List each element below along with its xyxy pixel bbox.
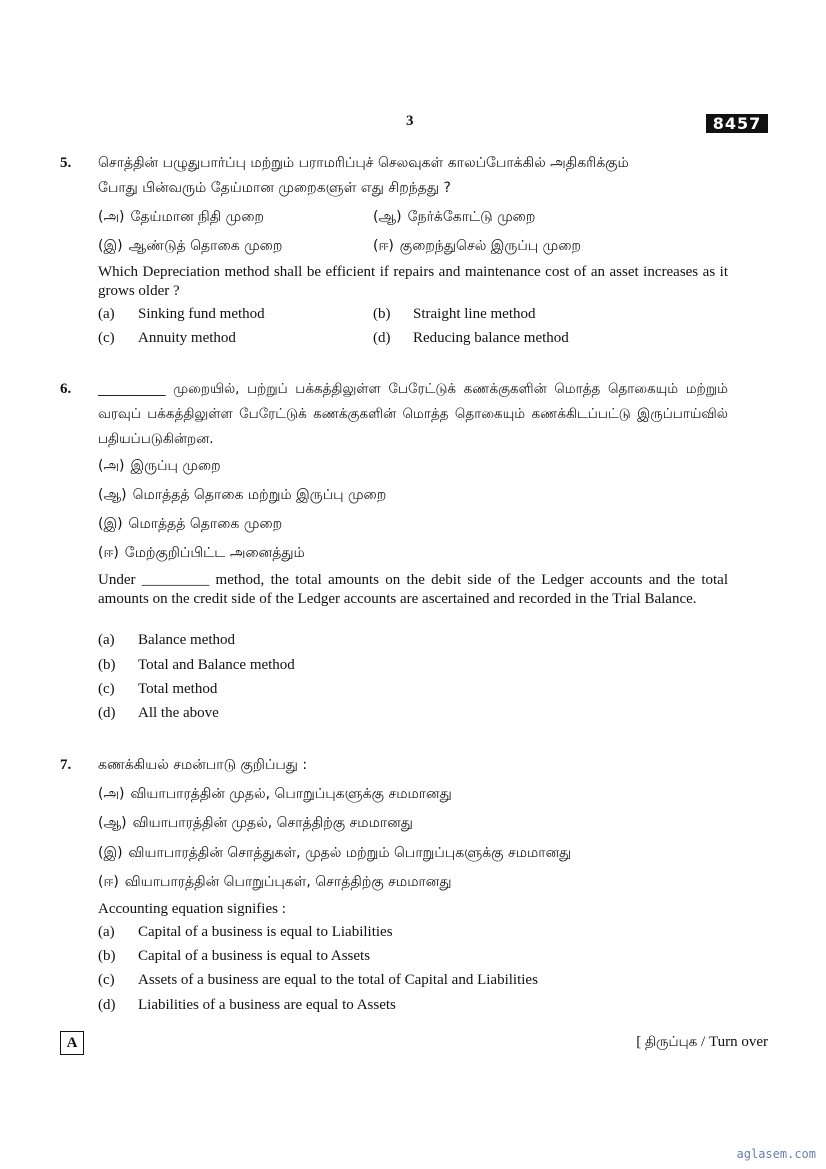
option-text: வியாபாரத்தின் சொத்துகள், முதல் மற்றும் பொறுப்புகளுக்கு சமமானது (128, 845, 572, 861)
option-label: (இ) (98, 845, 123, 861)
question-6-number: 6. (60, 381, 72, 397)
option-label: (இ) (98, 516, 123, 532)
option-text: Total method (138, 681, 218, 697)
option-label: (இ) (98, 238, 123, 254)
question-6-tamil-option-1 (98, 458, 221, 476)
question-7-tamil-option-2 (98, 815, 413, 833)
paper-code-badge: 8457 (706, 114, 768, 133)
option-text: Capital of a business is equal to Assets (138, 948, 371, 964)
option-text: Sinking fund method (138, 306, 265, 322)
question-7-option-a (98, 924, 393, 941)
question-5-tamil-option-3 (98, 238, 282, 256)
option-label: (c) (98, 330, 115, 346)
question-5-tamil-line-1: சொத்தின் பழுதுபார்ப்பு மற்றும் பராமரிப்புச் செலவுகள் காலப்போக்கில் அதிகரிக்கும் (98, 155, 629, 171)
question-7-option-c (98, 972, 538, 989)
option-label: (d) (373, 330, 391, 346)
question-7-option-b (98, 948, 370, 965)
question-6-option-a (98, 632, 235, 649)
question-6-tamil-option-4 (98, 545, 305, 563)
option-text: Total and Balance method (138, 657, 295, 673)
question-7-number: 7. (60, 757, 72, 773)
option-label: (c) (98, 972, 115, 988)
question-6-english: Under _________ method, the total amounts on the debit side of the Ledger accounts and the total amounts on the credit side of the Ledger accounts are ascertained and recorded in the Trial Balance. (98, 572, 728, 607)
option-label: (a) (98, 632, 115, 648)
option-label: (அ) (98, 458, 125, 474)
option-label: (ஆ) (373, 209, 402, 225)
option-label: (ஈ) (98, 545, 119, 561)
watermark: aglasem.com (736, 1147, 816, 1161)
option-label: (ஈ) (373, 238, 394, 254)
option-label: (b) (98, 657, 116, 673)
option-label: (c) (98, 681, 115, 697)
option-text: வியாபாரத்தின் முதல், சொத்திற்கு சமமானது (132, 815, 413, 831)
question-5-english: Which Depreciation method shall be efficient if repairs and maintenance cost of an asset increases as it grows older ? (98, 264, 728, 299)
question-6-option-d (98, 705, 219, 722)
option-label: (ஆ) (98, 487, 127, 503)
page-number: 3 (406, 113, 414, 129)
option-text: மொத்தத் தொகை முறை (128, 516, 283, 532)
question-7-option-d (98, 997, 396, 1014)
question-6-tamil: __________ முறையில், பற்றுப் பக்கத்திலுள்ள பேரேட்டுக் கணக்குகளின் மொத்த தொகையும் மற்றும் வரவுப் பக்கத்திலுள்ள பேரேட்டுக் கணக்குகளின் மொத்த தொகையும் கணக்கிடப்பட்டு இருப்பாய்வில் பதியப்படுகின்றன. (98, 381, 728, 447)
question-5-option-a (98, 306, 265, 323)
option-text: ஆண்டுத் தொகை முறை (128, 238, 283, 254)
option-text: Assets of a business are equal to the total of Capital and Liabilities (138, 972, 538, 988)
option-label: (b) (98, 948, 116, 964)
option-text: Capital of a business is equal to Liabilities (138, 924, 393, 940)
option-label: (a) (98, 924, 115, 940)
question-7-english: Accounting equation signifies : (98, 901, 286, 917)
option-label: (ஆ) (98, 815, 127, 831)
question-5-tamil-option-1 (98, 209, 264, 227)
option-label: (d) (98, 997, 116, 1013)
question-6-option-b (98, 657, 295, 674)
option-text: Annuity method (138, 330, 236, 346)
option-text: குறைந்துசெல் இருப்பு முறை (399, 238, 581, 254)
turn-over-tamil: திருப்புக (644, 1034, 698, 1050)
option-text: All the above (138, 705, 219, 721)
question-5-tamil-line-2: போது பின்வரும் தேய்மான முறைகளுள் எது சிறந்தது ? (98, 180, 451, 196)
version-box: A (60, 1031, 84, 1055)
option-text: தேய்மான நிதி முறை (130, 209, 264, 225)
question-5-option-b (373, 306, 535, 323)
option-label: (அ) (98, 786, 125, 802)
question-6-option-c (98, 681, 217, 698)
option-text: Reducing balance method (413, 330, 569, 346)
option-text: Balance method (138, 632, 236, 648)
question-6-tamil-option-2 (98, 487, 386, 505)
question-7-tamil-option-4 (98, 874, 452, 892)
separator: / (701, 1034, 706, 1050)
bracket: [ (636, 1034, 642, 1050)
question-7-tamil-option-3 (98, 845, 571, 863)
option-text: Liabilities of a business are equal to Assets (138, 997, 396, 1013)
question-7-tamil: கணக்கியல் சமன்பாடு குறிப்பது : (98, 757, 308, 773)
option-label: (b) (373, 306, 391, 322)
question-5-tamil-option-2 (373, 209, 535, 227)
option-text: நேர்க்கோட்டு முறை (407, 209, 536, 225)
option-text: Straight line method (413, 306, 536, 322)
question-5-number: 5. (60, 155, 72, 171)
turn-over-english: Turn over (708, 1034, 768, 1050)
question-5-tamil-option-4 (373, 238, 581, 256)
question-5-option-c (98, 330, 236, 347)
question-7-tamil-option-1 (98, 786, 452, 804)
question-5-option-d (373, 330, 569, 347)
option-text: இருப்பு முறை (130, 458, 221, 474)
option-label: (a) (98, 306, 115, 322)
turn-over-note (636, 1034, 768, 1052)
option-text: வியாபாரத்தின் பொறுப்புகள், சொத்திற்கு சமமானது (124, 874, 452, 890)
option-text: மேற்குறிப்பிட்ட அனைத்தும் (124, 545, 305, 561)
option-text: மொத்தத் தொகை மற்றும் இருப்பு முறை (132, 487, 387, 503)
option-text: வியாபாரத்தின் முதல், பொறுப்புகளுக்கு சமமானது (130, 786, 452, 802)
option-label: (ஈ) (98, 874, 119, 890)
question-6-tamil-option-3 (98, 516, 282, 534)
option-label: (அ) (98, 209, 125, 225)
option-label: (d) (98, 705, 116, 721)
